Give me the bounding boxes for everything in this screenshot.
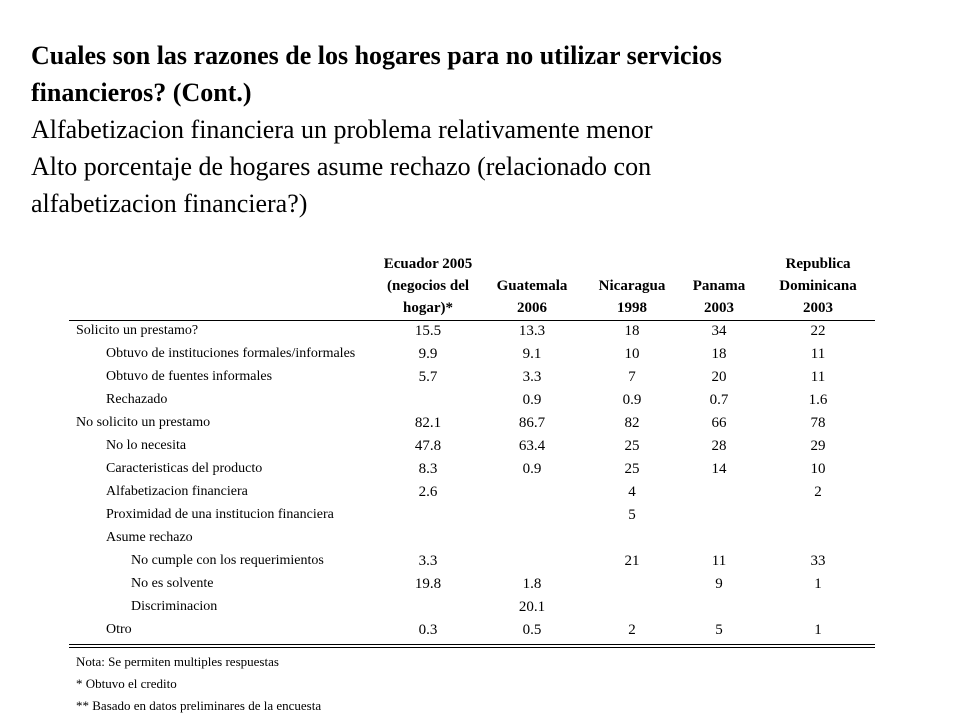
slide-heading xyxy=(31,37,931,222)
table-cell: 5.7 xyxy=(418,369,438,385)
row-label: Discriminacion xyxy=(131,599,218,614)
column-header-line: 2003 xyxy=(803,300,833,316)
column-header xyxy=(768,253,868,319)
slide-title-line-2: financieros? (Cont.) xyxy=(31,78,252,107)
table-cell: 1.8 xyxy=(522,576,542,592)
table-cell: 10 xyxy=(810,461,826,477)
table-cell: 3.3 xyxy=(522,369,542,385)
column-header xyxy=(587,275,677,319)
bottom-rule-double xyxy=(69,647,875,648)
subtitle-line-3: alfabetizacion financiera?) xyxy=(31,189,308,218)
note-line: ** Basado en datos preliminares de la encuesta xyxy=(76,698,322,713)
table-cell: 21 xyxy=(624,553,640,569)
column-header-line: 2003 xyxy=(704,300,734,316)
table-cell: 11 xyxy=(810,346,826,362)
note-line: * Obtuvo el credito xyxy=(76,676,177,691)
table-cell: 10 xyxy=(624,346,640,362)
table-cell: 25 xyxy=(624,438,640,454)
row-label: No solicito un prestamo xyxy=(76,415,211,430)
table-cell: 18 xyxy=(711,346,727,362)
slide-title-line-1: Cuales son las razones de los hogares para no utilizar servicios xyxy=(31,41,722,70)
table-cell: 4 xyxy=(628,484,636,500)
table-cell: 78 xyxy=(810,415,826,431)
header-rule xyxy=(69,320,875,321)
table-cell: 0.9 xyxy=(522,461,542,477)
table-cell: 9.1 xyxy=(522,346,542,362)
table-cell: 0.9 xyxy=(622,392,642,408)
table-cell: 15.5 xyxy=(414,323,442,339)
row-label: Asume rechazo xyxy=(106,530,193,545)
table-cell: 2.6 xyxy=(418,484,438,500)
column-header-line: Dominicana xyxy=(779,278,857,294)
subtitle-line-2: Alto porcentaje de hogares asume rechazo (relacionado con xyxy=(31,152,652,181)
column-header-line: (negocios del xyxy=(386,278,470,294)
subtitle-line-1: Alfabetizacion financiera un problema relativamente menor xyxy=(31,115,653,144)
table-cell: 8.3 xyxy=(418,461,438,477)
table-cell: 0.7 xyxy=(709,392,729,408)
column-header xyxy=(373,253,483,319)
table-cell: 5 xyxy=(628,507,636,523)
column-header-line: hogar)* xyxy=(403,300,453,316)
table-cell: 1 xyxy=(814,622,822,638)
row-label: Proximidad de una institucion financiera xyxy=(106,507,334,522)
row-label: Obtuvo de instituciones formales/informales xyxy=(106,346,356,361)
table-cell: 18 xyxy=(624,323,640,339)
column-header-line: 1998 xyxy=(617,300,647,316)
table-cell: 22 xyxy=(810,323,826,339)
column-header-line: Ecuador 2005 xyxy=(383,256,473,272)
table-cell: 0.5 xyxy=(522,622,542,638)
table-cell: 33 xyxy=(810,553,826,569)
table-cell: 63.4 xyxy=(518,438,546,454)
table-cell: 1 xyxy=(814,576,822,592)
table-cell: 25 xyxy=(624,461,640,477)
table-cell: 82.1 xyxy=(414,415,442,431)
table-cell: 20 xyxy=(711,369,727,385)
table-cell: 7 xyxy=(628,369,636,385)
row-label: Caracteristicas del producto xyxy=(106,461,263,476)
table-cell: 29 xyxy=(810,438,826,454)
table-cell: 11 xyxy=(711,553,727,569)
row-label: Otro xyxy=(106,622,132,637)
table-cell: 19.8 xyxy=(414,576,442,592)
row-label: No lo necesita xyxy=(106,438,187,453)
table-cell: 2 xyxy=(814,484,822,500)
note-line: Nota: Se permiten multiples respuestas xyxy=(76,654,279,669)
table-cell: 9.9 xyxy=(418,346,438,362)
row-label: No cumple con los requerimientos xyxy=(131,553,324,568)
row-label: No es solvente xyxy=(131,576,214,591)
row-label: Alfabetizacion financiera xyxy=(106,484,248,499)
table-cell: 28 xyxy=(711,438,727,454)
table-cell: 20.1 xyxy=(518,599,546,615)
table-cell: 86.7 xyxy=(518,415,546,431)
column-header-line: Republica xyxy=(785,256,851,272)
column-header xyxy=(487,275,577,319)
column-header-line: Panama xyxy=(692,278,746,294)
table-cell: 47.8 xyxy=(414,438,442,454)
table-cell: 9 xyxy=(715,576,723,592)
table-cell: 2 xyxy=(628,622,636,638)
column-header xyxy=(679,275,759,319)
table-cell: 13.3 xyxy=(518,323,546,339)
row-label: Solicito un prestamo? xyxy=(76,323,199,338)
table-cell: 82 xyxy=(624,415,640,431)
column-header-line: Guatemala xyxy=(496,278,568,294)
table-cell: 66 xyxy=(711,415,727,431)
table-cell: 34 xyxy=(711,323,727,339)
table-cell: 11 xyxy=(810,369,826,385)
table-cell: 14 xyxy=(711,461,727,477)
table-cell: 3.3 xyxy=(418,553,438,569)
table-cell: 1.6 xyxy=(808,392,828,408)
table-cell: 0.3 xyxy=(418,622,438,638)
table-cell: 5 xyxy=(715,622,723,638)
row-label: Obtuvo de fuentes informales xyxy=(106,369,273,384)
column-header-line: Nicaragua xyxy=(598,278,666,294)
column-header-line: 2006 xyxy=(517,300,547,316)
table-cell: 0.9 xyxy=(522,392,542,408)
bottom-rule xyxy=(69,644,875,645)
row-label: Rechazado xyxy=(106,392,168,407)
